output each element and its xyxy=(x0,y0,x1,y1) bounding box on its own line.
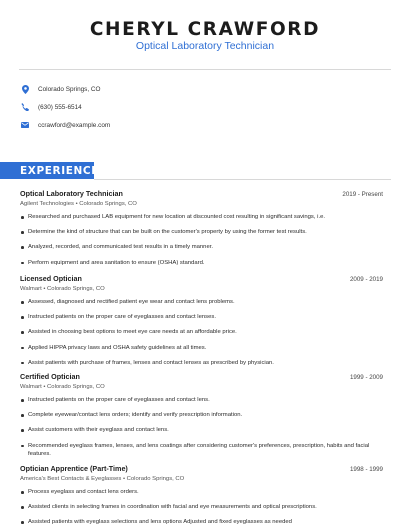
job-entry xyxy=(20,464,383,530)
bullet-item: Assessed, diagnosed and rectified patient eye wear and contact lens problems. xyxy=(20,298,383,306)
job-bullets xyxy=(20,213,383,267)
email-icon xyxy=(20,120,30,130)
job-company: Walmart • Colorado Springs, CO xyxy=(20,286,105,292)
bullet-item: Complete eyewear/contact lens orders; identify and verify prescription information. xyxy=(20,411,383,419)
job-title: Optician Apprentice (Part-Time) xyxy=(20,464,128,473)
contact-location-text: Colorado Springs, CO xyxy=(38,85,101,93)
job-dates: 1999 - 2009 xyxy=(349,374,383,381)
header-divider xyxy=(19,69,391,70)
contact-email xyxy=(20,118,220,132)
job-entry xyxy=(20,372,383,465)
job-company: America's Best Contacts & Eyeglasses • Colorado Springs, CO xyxy=(20,476,185,482)
bullet-item: Determine the kind of structure that can be built on the customer's property by using the former test results. xyxy=(20,228,383,236)
job-entry xyxy=(20,274,383,374)
bullet-item: Assist customers with their eyeglass and contact lens. xyxy=(20,426,383,434)
bullet-item: Researched and purchased LAB equipment for new location at discounted cost resulting in significant savings, i.e. xyxy=(20,213,383,221)
job-bullets xyxy=(20,298,383,367)
job-company: Agilent Technologies • Colorado Springs, CO xyxy=(20,201,137,207)
job-title: Licensed Optician xyxy=(20,274,82,283)
resume-name: CHERYL CRAWFORD xyxy=(89,19,321,40)
contact-location xyxy=(20,82,220,96)
job-dates: 2019 - Present xyxy=(342,191,383,198)
bullet-item: Assisted patients with eyeglass selections and lens options Adjusted and fixed eyeglasses as needed xyxy=(20,518,383,526)
job-dates: 1998 - 1999 xyxy=(349,466,383,473)
section-divider xyxy=(94,179,391,180)
bullet-item: Applied HIPPA privacy laws and OSHA safety guidelines at all times. xyxy=(20,344,383,352)
experience-section-heading: EXPERIENCE xyxy=(0,162,94,179)
job-dates: 2009 - 2019 xyxy=(349,276,383,283)
job-title: Certified Optician xyxy=(20,372,80,381)
job-bullets xyxy=(20,488,383,526)
contact-phone xyxy=(20,100,220,114)
bullet-item: Assist patients with purchase of frames, lenses and contact lenses as prescribed by physician. xyxy=(20,359,383,367)
job-entry xyxy=(20,189,383,274)
location-pin-icon xyxy=(20,84,30,94)
job-company: Walmart • Colorado Springs, CO xyxy=(20,384,105,390)
resume-headline: Optical Laboratory Technician xyxy=(135,40,275,52)
bullet-item: Instructed patients on the proper care of eyeglasses and contact lenses. xyxy=(20,313,383,321)
contact-phone-text: (630) 555-6514 xyxy=(38,103,82,111)
bullet-item: Assisted clients in selecting frames in coordination with facial and eye measurements and optical prescriptions. xyxy=(20,503,383,511)
bullet-item: Recommended eyeglass frames, lenses, and lens coatings after considering customer's preferences, prescription, habits and facial features. xyxy=(20,442,383,458)
bullet-item: Perform equipment and area sanitation to ensure (OSHA) standard. xyxy=(20,259,383,267)
bullet-item: Analyzed, recorded, and communicated test results in a timely manner. xyxy=(20,243,383,251)
bullet-item: Assisted in choosing best options to meet eye care needs at an affordable price. xyxy=(20,328,383,336)
bullet-item: Process eyeglass and contact lens orders. xyxy=(20,488,383,496)
phone-icon xyxy=(20,102,30,112)
job-title: Optical Laboratory Technician xyxy=(20,189,123,198)
job-bullets xyxy=(20,396,383,458)
contact-email-text[interactable]: ccrawford@example.com xyxy=(38,121,111,129)
bullet-item: Instructed patients on the proper care of eyeglasses and contact lens. xyxy=(20,396,383,404)
